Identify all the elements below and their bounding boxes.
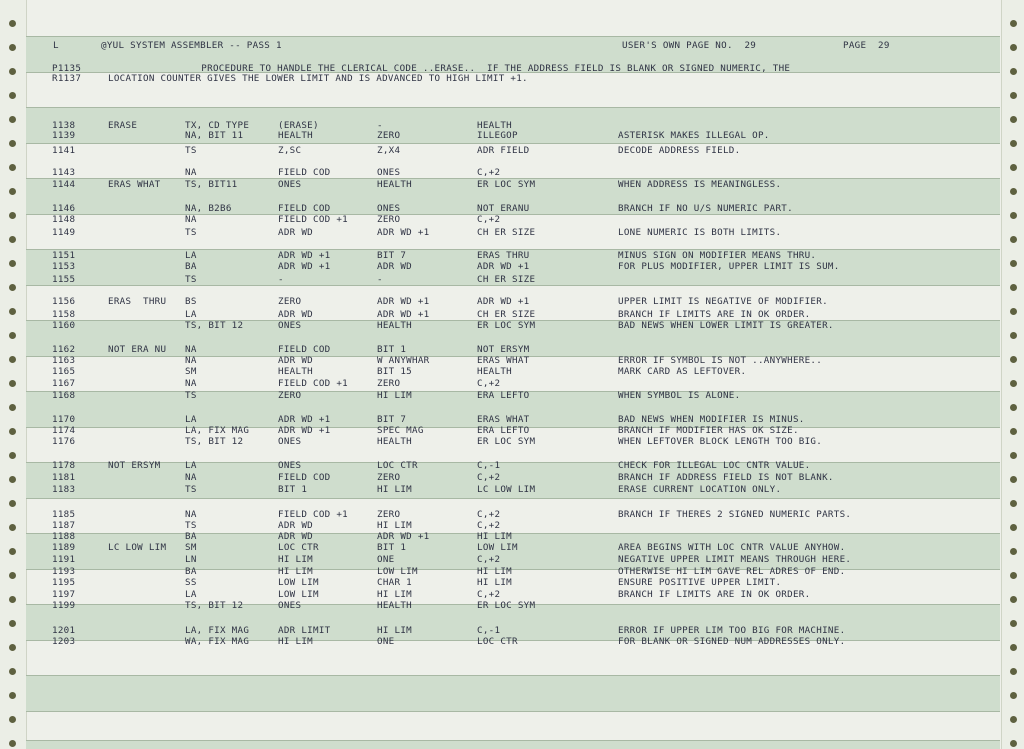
comment-field: WHEN ADDRESS IS MEANINGLESS. [618,179,782,190]
opcode-field: LA, FIX MAG [185,425,250,436]
listing-row [0,367,1024,377]
operand-2: BIT 7 [377,414,407,425]
line-number: 1183 [52,484,76,495]
line-number: 1167 [52,378,76,389]
operand-2: - [377,274,383,285]
operand-1: FIELD COD [278,203,331,214]
operand-1: FIELD COD +1 [278,378,348,389]
listing-row [0,626,1024,636]
listing-row [0,637,1024,647]
feed-hole [9,668,16,675]
operand-1: FIELD COD +1 [278,214,348,225]
operand-2: HEALTH [377,600,412,611]
operand-3: ERA LEFTO [477,425,530,436]
operand-3: CH ER SIZE [477,274,536,285]
operand-3: HI LIM [477,531,512,542]
opcode-field: LA [185,309,197,320]
listing-row [0,391,1024,401]
feed-hole [9,692,16,699]
listing-row [0,578,1024,588]
comment-field: BRANCH IF THERES 2 SIGNED NUMERIC PARTS. [618,509,852,520]
comment-field: ASTERISK MAKES ILLEGAL OP. [618,130,770,141]
comment-field: FOR BLANK OR SIGNED NUM ADDRESSES ONLY. [618,636,846,647]
operand-1: FIELD COD [278,167,331,178]
listing-row [0,379,1024,389]
line-number: 1151 [52,250,76,261]
greenbar-band [26,740,1000,749]
operand-3: C,+2 [477,589,501,600]
operand-3: C,-1 [477,460,501,471]
label-field: NOT ERSYM [108,460,161,471]
line-number: 1178 [52,460,76,471]
operand-2: ONE [377,554,395,565]
listing-row [0,180,1024,190]
greenbar-rule [26,285,1000,286]
operand-2: BIT 15 [377,366,412,377]
operand-1: HI LIM [278,636,313,647]
comment-field: UPPER LIMIT IS NEGATIVE OF MODIFIER. [618,296,828,307]
operand-3: ADR FIELD [477,145,530,156]
line-number: 1189 [52,542,76,553]
opcode-field: NA [185,378,197,389]
line-number: 1141 [52,145,76,156]
intro-text: LOCATION COUNTER GIVES THE LOWER LIMIT AND IS ADVANCED TO HIGH LIMIT +1. [108,73,528,84]
operand-2: HI LIM [377,625,412,636]
opcode-field: NA [185,214,197,225]
operand-3: HEALTH [477,120,512,131]
listing-row [0,262,1024,272]
opcode-field: NA, BIT 11 [185,130,244,141]
line-number: 1176 [52,436,76,447]
header-page-number: PAGE 29 [843,40,890,51]
comment-field: MARK CARD AS LEFTOVER. [618,366,747,377]
intro-text: PROCEDURE TO HANDLE THE CLERICAL CODE ..ERASE.. IF THE ADDRESS FIELD IS BLANK OR SIGNED NUMERIC, THE [108,63,791,74]
operand-2: HI LIM [377,390,412,401]
operand-1: FIELD COD +1 [278,509,348,520]
operand-1: ADR WD [278,309,313,320]
label-field: NOT ERA NU [108,344,167,355]
operand-1: FIELD COD [278,344,331,355]
operand-3: ADR WD +1 [477,296,530,307]
operand-1: ONES [278,460,302,471]
operand-2: ADR WD +1 [377,309,430,320]
feed-hole [1010,284,1017,291]
listing-row [0,215,1024,225]
opcode-field: LN [185,554,197,565]
operand-2: ADR WD +1 [377,296,430,307]
operand-2: HEALTH [377,320,412,331]
opcode-field: LA, FIX MAG [185,625,250,636]
operand-3: ER LOC SYM [477,179,536,190]
greenbar-rule [26,740,1000,741]
comment-field: ERROR IF UPPER LIM TOO BIG FOR MACHINE. [618,625,846,636]
listing-row [0,461,1024,471]
operand-2: HI LIM [377,520,412,531]
operand-2: BIT 1 [377,542,407,553]
opcode-field: NA [185,344,197,355]
line-number: 1158 [52,309,76,320]
operand-3: NOT ERANU [477,203,530,214]
comment-field: ERASE CURRENT LOCATION ONLY. [618,484,782,495]
operand-1: - [278,274,284,285]
listing-row [0,310,1024,320]
intro-line [0,74,1024,84]
operand-3: C,+2 [477,520,501,531]
listing-row [0,131,1024,141]
operand-3: HEALTH [477,366,512,377]
operand-2: BIT 1 [377,344,407,355]
comment-field: WHEN LEFTOVER BLOCK LENGTH TOO BIG. [618,436,823,447]
operand-2: ZERO [377,130,401,141]
comment-field: BAD NEWS WHEN MODIFIER IS MINUS. [618,414,805,425]
opcode-field: LA [185,414,197,425]
feed-hole [1010,500,1017,507]
feed-hole [1010,20,1017,27]
opcode-field: BS [185,296,197,307]
opcode-field: BA [185,261,197,272]
operand-1: ZERO [278,296,302,307]
label-field: ERAS WHAT [108,179,161,190]
listing-row [0,437,1024,447]
operand-1: ADR WD [278,520,313,531]
comment-field: AREA BEGINS WITH LOC CNTR VALUE ANYHOW. [618,542,846,553]
opcode-field: NA [185,355,197,366]
page-header [0,41,1024,51]
operand-1: ADR LIMIT [278,625,331,636]
operand-1: ADR WD +1 [278,414,331,425]
operand-3: ER LOC SYM [477,600,536,611]
operand-2: SPEC MAG [377,425,424,436]
opcode-field: SM [185,542,197,553]
line-number: 1168 [52,390,76,401]
line-number: 1199 [52,600,76,611]
operand-2: HEALTH [377,436,412,447]
line-number: 1193 [52,566,76,577]
operand-2: LOC CTR [377,460,418,471]
line-number: 1153 [52,261,76,272]
operand-3: LC LOW LIM [477,484,536,495]
operand-2: ONE [377,636,395,647]
operand-1: Z,SC [278,145,302,156]
operand-2: ONES [377,167,401,178]
listing-row [0,321,1024,331]
line-number: 1139 [52,130,76,141]
comment-field: ENSURE POSITIVE UPPER LIMIT. [618,577,782,588]
operand-2: ADR WD +1 [377,227,430,238]
operand-1: HEALTH [278,366,313,377]
comment-field: BRANCH IF LIMITS ARE IN OK ORDER. [618,589,811,600]
listing-row [0,555,1024,565]
line-number: 1149 [52,227,76,238]
comment-field: BRANCH IF MODIFIER HAS OK SIZE. [618,425,799,436]
listing-row [0,204,1024,214]
line-number: 1188 [52,531,76,542]
listing-row [0,521,1024,531]
operand-1: ADR WD [278,531,313,542]
line-number: 1160 [52,320,76,331]
operand-3: C,+2 [477,378,501,389]
listing-row [0,228,1024,238]
operand-1: HI LIM [278,554,313,565]
listing-row [0,275,1024,285]
operand-1: BIT 1 [278,484,308,495]
line-number: 1148 [52,214,76,225]
operand-2: ZERO [377,378,401,389]
operand-3: ADR WD +1 [477,261,530,272]
line-number: 1146 [52,203,76,214]
opcode-field: TS [185,520,197,531]
listing-row [0,146,1024,156]
greenbar-rule [26,675,1000,676]
comment-field: LONE NUMERIC IS BOTH LIMITS. [618,227,782,238]
label-field: ERAS THRU [108,296,167,307]
operand-3: ER LOC SYM [477,320,536,331]
comment-field: NEGATIVE UPPER LIMIT MEANS THROUGH HERE. [618,554,852,565]
operand-2: ZERO [377,509,401,520]
operand-2: BIT 7 [377,250,407,261]
operand-3: CH ER SIZE [477,309,536,320]
operand-3: ERAS WHAT [477,414,530,425]
opcode-field: NA [185,472,197,483]
listing-row [0,345,1024,355]
intro-seq: R1137 [52,73,82,84]
line-number: 1170 [52,414,76,425]
opcode-field: TS [185,390,197,401]
comment-field: OTHERWISE HI LIM GAVE REL ADRES OF END. [618,566,846,577]
listing-row [0,567,1024,577]
line-number: 1185 [52,509,76,520]
comment-field: BRANCH IF ADDRESS FIELD IS NOT BLANK. [618,472,834,483]
feed-hole [9,284,16,291]
line-number: 1138 [52,120,76,131]
operand-2: Z,X4 [377,145,401,156]
opcode-field: BA [185,566,197,577]
comment-field: CHECK FOR ILLEGAL LOC CNTR VALUE. [618,460,811,471]
listing-row [0,601,1024,611]
comment-field: MINUS SIGN ON MODIFIER MEANS THRU. [618,250,817,261]
line-number: 1174 [52,425,76,436]
operand-3: C,+2 [477,554,501,565]
operand-2: ADR WD [377,261,412,272]
operand-1: ADR WD +1 [278,261,331,272]
operand-1: ADR WD +1 [278,425,331,436]
line-number: 1156 [52,296,76,307]
opcode-field: SM [185,366,197,377]
feed-hole [9,404,16,411]
comment-field: BRANCH IF LIMITS ARE IN OK ORDER. [618,309,811,320]
operand-2: ADR WD +1 [377,531,430,542]
header-marker: L [53,40,59,51]
feed-hole [1010,716,1017,723]
greenbar-rule [26,711,1000,712]
operand-3: C,+2 [477,214,501,225]
opcode-field: TS [185,484,197,495]
opcode-field: SS [185,577,197,588]
line-number: 1163 [52,355,76,366]
feed-hole [9,740,16,747]
operand-3: HI LIM [477,566,512,577]
feed-hole [1010,692,1017,699]
operand-3: C,+2 [477,509,501,520]
operand-3: LOW LIM [477,542,518,553]
operand-2: HI LIM [377,484,412,495]
listing-row [0,251,1024,261]
operand-2: ZERO [377,472,401,483]
feed-hole [1010,92,1017,99]
feed-hole [1010,668,1017,675]
listing-row [0,297,1024,307]
listing-row [0,543,1024,553]
line-number: 1144 [52,179,76,190]
operand-1: FIELD COD [278,472,331,483]
opcode-field: TS, BIT 12 [185,436,244,447]
comment-field: ERROR IF SYMBOL IS NOT ..ANYWHERE.. [618,355,823,366]
operand-1: ADR WD [278,355,313,366]
operand-1: ZERO [278,390,302,401]
line-number: 1191 [52,554,76,565]
operand-2: LOW LIM [377,566,418,577]
operand-1: HEALTH [278,130,313,141]
operand-3: ILLEGOP [477,130,518,141]
feed-hole [1010,404,1017,411]
line-number: 1165 [52,366,76,377]
listing-row [0,532,1024,542]
operand-1: ONES [278,320,302,331]
operand-3: ERAS WHAT [477,355,530,366]
line-number: 1181 [52,472,76,483]
operand-1: LOC CTR [278,542,319,553]
opcode-field: LA [185,589,197,600]
opcode-field: TS, BIT11 [185,179,238,190]
greenbar-rule [26,107,1000,108]
operand-1: LOW LIM [278,577,319,588]
operand-2: - [377,120,383,131]
line-number: 1197 [52,589,76,600]
comment-field: BAD NEWS WHEN LOWER LIMIT IS GREATER. [618,320,834,331]
operand-3: C,-1 [477,625,501,636]
feed-hole [1010,452,1017,459]
listing-row [0,415,1024,425]
listing-row [0,590,1024,600]
header-user-page: USER'S OWN PAGE NO. 29 [622,40,757,51]
line-number: 1143 [52,167,76,178]
operand-3: C,+2 [477,167,501,178]
operand-1: ONES [278,436,302,447]
operand-2: ZERO [377,214,401,225]
operand-1: ADR WD [278,227,313,238]
opcode-field: TS, BIT 12 [185,600,244,611]
line-number: 1195 [52,577,76,588]
opcode-field: NA, B2B6 [185,203,232,214]
opcode-field: BA [185,531,197,542]
greenbar-band [26,675,1000,711]
greenbar-rule [26,498,1000,499]
operand-3: C,+2 [477,472,501,483]
opcode-field: TS, BIT 12 [185,320,244,331]
operand-3: ER LOC SYM [477,436,536,447]
opcode-field: LA [185,250,197,261]
intro-seq: P1135 [52,63,82,74]
feed-hole [9,716,16,723]
opcode-field: TX, CD TYPE [185,120,250,131]
feed-hole [9,452,16,459]
opcode-field: NA [185,509,197,520]
label-field: LC LOW LIM [108,542,167,553]
operand-2: HI LIM [377,589,412,600]
opcode-field: TS [185,145,197,156]
label-field: ERASE [108,120,138,131]
comment-field: FOR PLUS MODIFIER, UPPER LIMIT IS SUM. [618,261,840,272]
feed-hole [9,20,16,27]
operand-3: CH ER SIZE [477,227,536,238]
comment-field: DECODE ADDRESS FIELD. [618,145,741,156]
header-title: @YUL SYSTEM ASSEMBLER -- PASS 1 [101,40,282,51]
operand-1: ADR WD +1 [278,250,331,261]
operand-2: CHAR 1 [377,577,412,588]
listing-row [0,168,1024,178]
operand-3: NOT ERSYM [477,344,530,355]
feed-hole [9,332,16,339]
listing-row [0,510,1024,520]
operand-1: ONES [278,600,302,611]
greenbar-rule [26,36,1000,37]
opcode-field: TS [185,274,197,285]
listing-row [0,356,1024,366]
operand-3: ERAS THRU [477,250,530,261]
operand-2: ONES [377,203,401,214]
listing-row [0,485,1024,495]
operand-1: (ERASE) [278,120,319,131]
feed-hole [1010,740,1017,747]
operand-2: HEALTH [377,179,412,190]
line-number: 1187 [52,520,76,531]
listing-row [0,473,1024,483]
line-number: 1162 [52,344,76,355]
operand-3: HI LIM [477,577,512,588]
listing-row [0,426,1024,436]
line-number: 1203 [52,636,76,647]
greenbar-rule [26,143,1000,144]
operand-1: HI LIM [278,566,313,577]
operand-1: LOW LIM [278,589,319,600]
comment-field: BRANCH IF NO U/S NUMERIC PART. [618,203,793,214]
line-number: 1155 [52,274,76,285]
opcode-field: TS [185,227,197,238]
operand-3: LOC CTR [477,636,518,647]
operand-1: ONES [278,179,302,190]
operand-3: ERA LEFTO [477,390,530,401]
opcode-field: WA, FIX MAG [185,636,250,647]
comment-field: WHEN SYMBOL IS ALONE. [618,390,741,401]
feed-hole [9,500,16,507]
feed-hole [1010,332,1017,339]
opcode-field: NA [185,167,197,178]
opcode-field: LA [185,460,197,471]
operand-2: W ANYWHAR [377,355,430,366]
line-number: 1201 [52,625,76,636]
